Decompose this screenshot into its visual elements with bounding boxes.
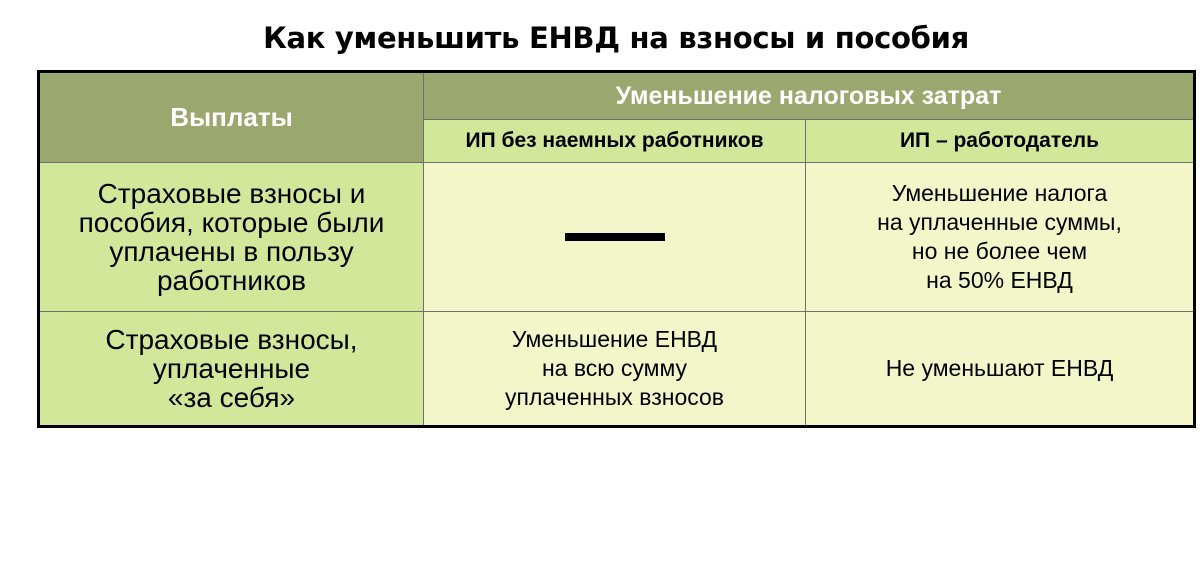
dash-mark (565, 233, 665, 241)
row-label-cell (39, 312, 424, 427)
cell-no-employees (424, 163, 806, 312)
cell-no-employees-text: Уменьшение ЕНВД на всю сумму уплаченных взносов (504, 326, 725, 410)
page-title: Как уменьшить ЕНВД на взносы и пособия (263, 21, 969, 55)
cell-no-employees (424, 312, 806, 427)
row-label: Страховые взносы и пособия, которые были уплачены в пользу работников (78, 178, 385, 296)
table-row (39, 163, 1195, 312)
header-reduction: Уменьшение налоговых затрат (424, 72, 1195, 120)
cell-employer-text: Уменьшение налога на уплаченные суммы, но не более чем на 50% ЕНВД (877, 180, 1122, 293)
table-row (39, 312, 1195, 427)
row-label-cell (39, 163, 424, 312)
cell-employer-text: Не уменьшают ЕНВД (885, 355, 1114, 381)
header-row-top (39, 72, 1195, 120)
header-employer: ИП – работодатель (806, 120, 1195, 163)
cell-employer (806, 312, 1195, 427)
header-no-employees: ИП без наемных работников (424, 120, 806, 163)
header-payments: Выплаты (39, 72, 424, 163)
cell-employer (806, 163, 1195, 312)
row-label: Страховые взносы, уплаченные «за себя» (105, 324, 358, 413)
tax-reduction-table (37, 70, 1196, 428)
